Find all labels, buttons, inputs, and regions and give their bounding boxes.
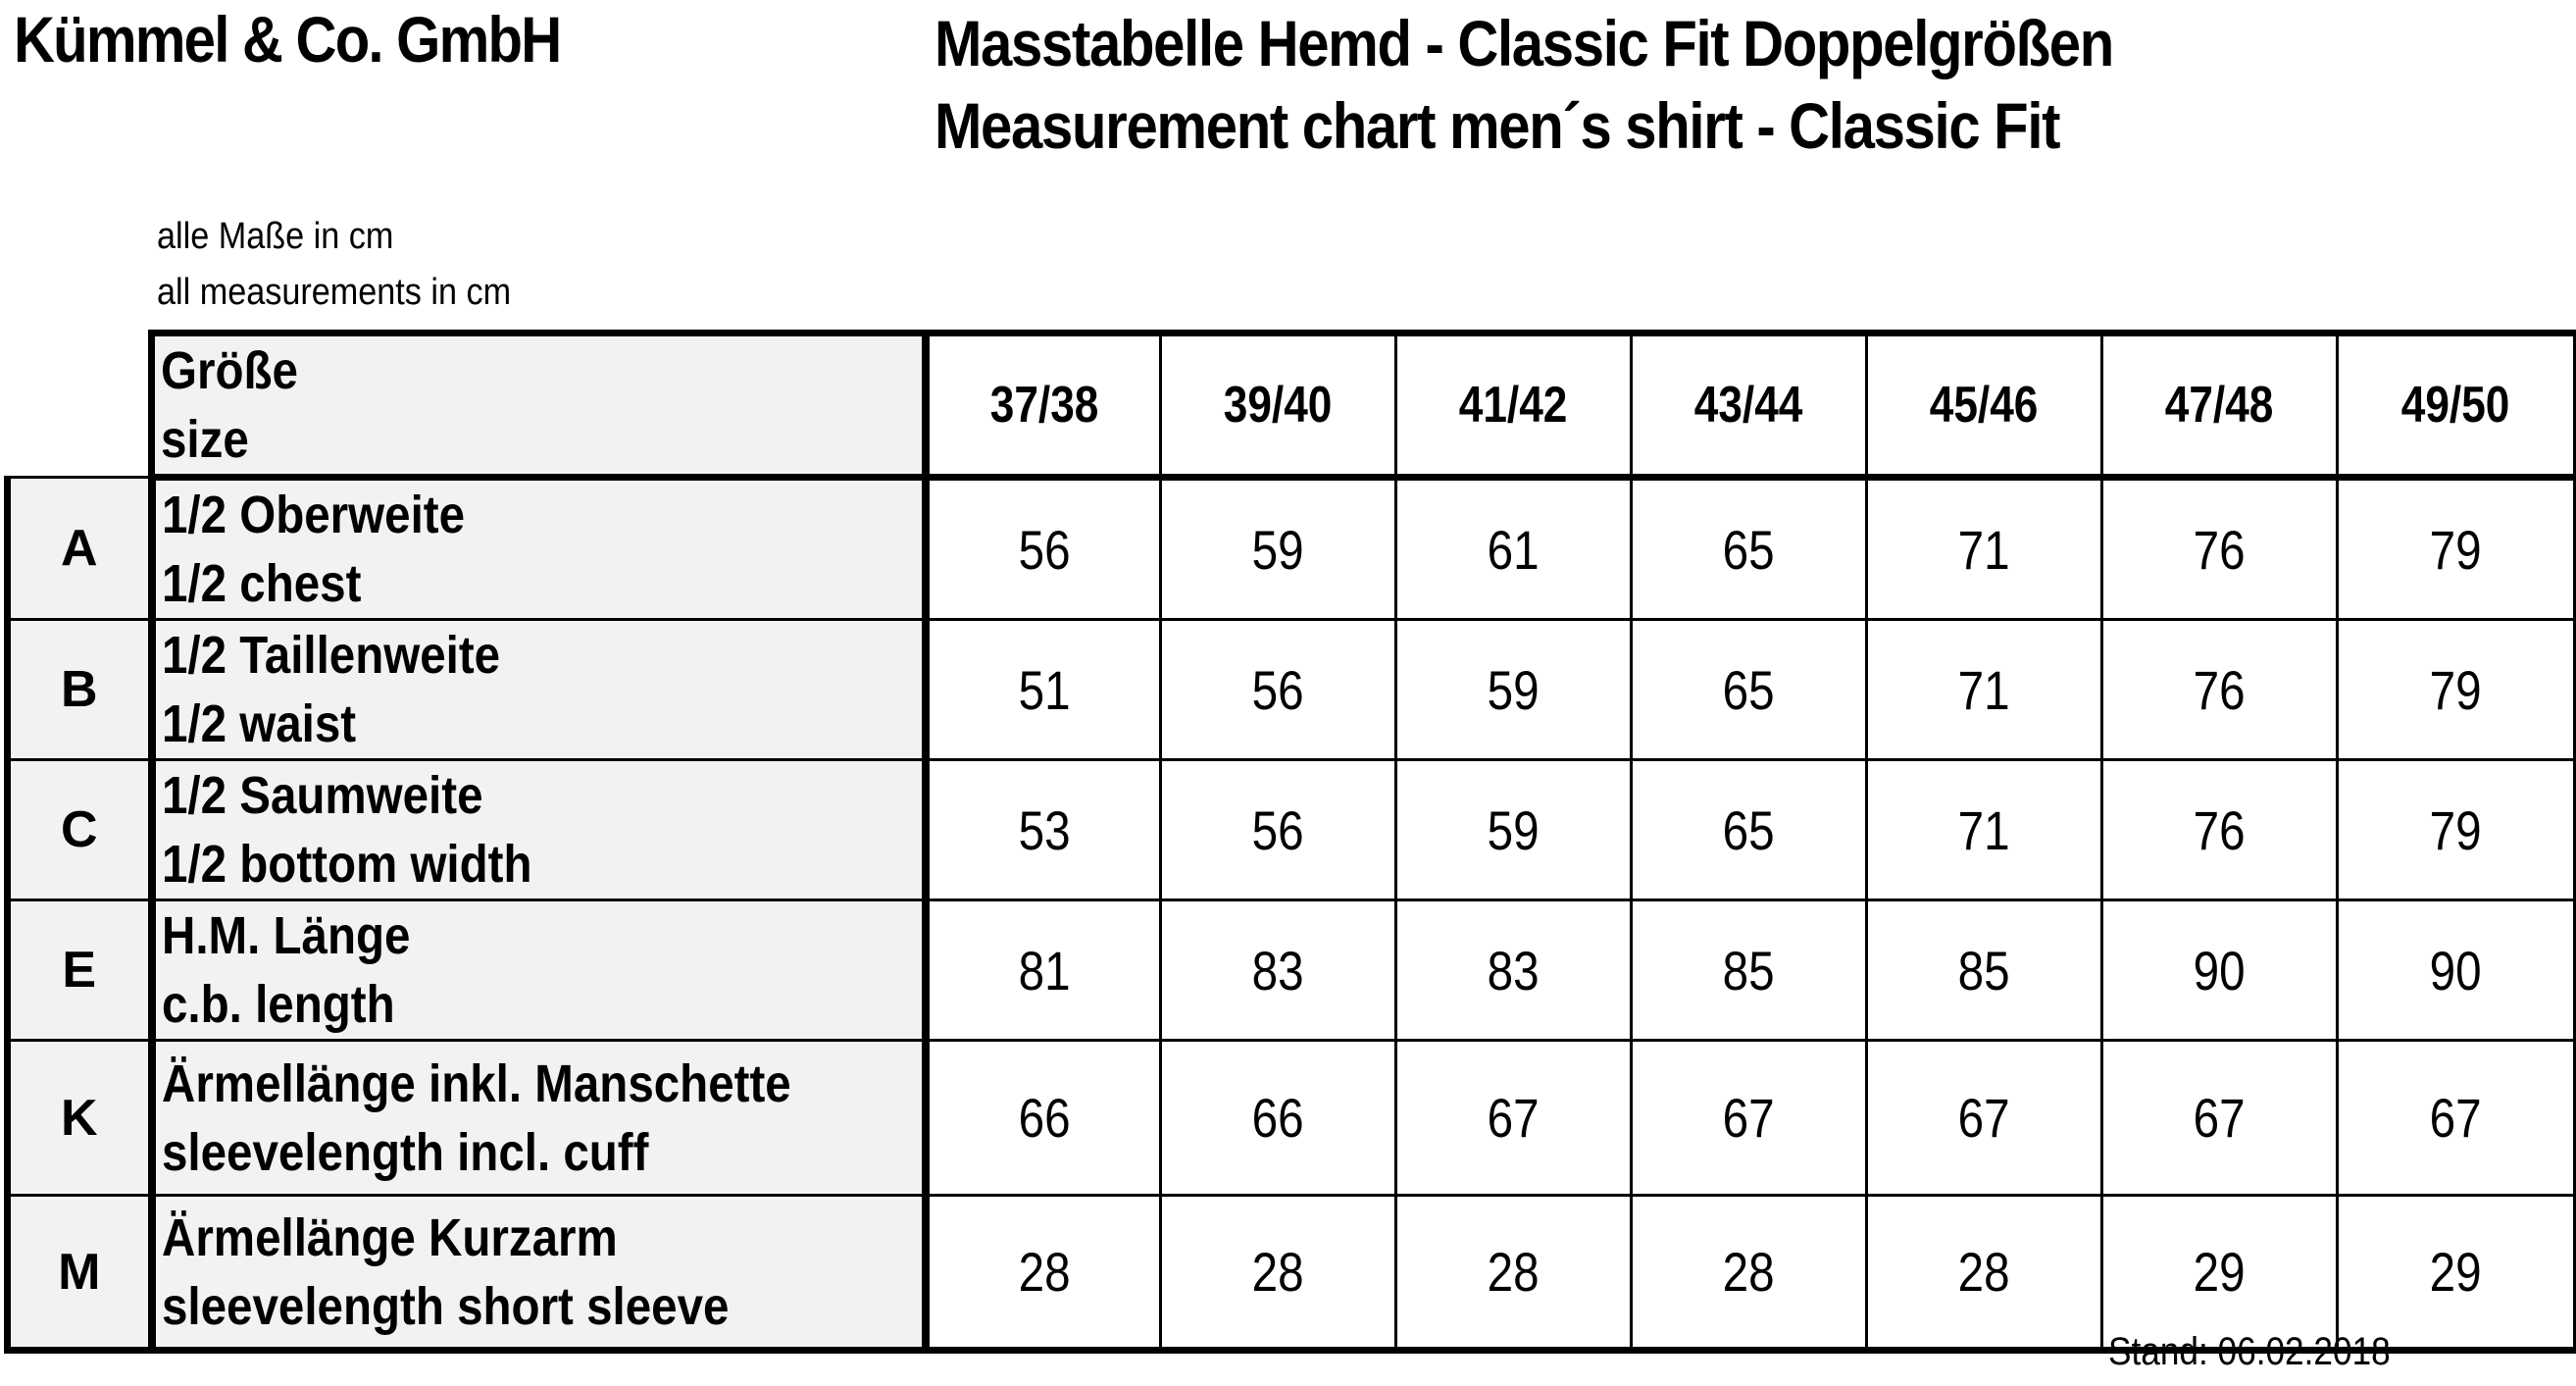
measurement-label-english: c.b. length xyxy=(161,975,395,1034)
units-note-german: alle Maße in cm xyxy=(157,216,394,257)
measurement-code: C xyxy=(8,760,152,900)
measurement-value: 28 xyxy=(1632,1196,1867,1351)
measurement-value: 67 xyxy=(2102,1041,2338,1196)
measurement-value: 66 xyxy=(926,1041,1161,1196)
measurement-value: 90 xyxy=(2102,900,2338,1041)
table-row xyxy=(8,620,2576,760)
measurement-value: 28 xyxy=(1161,1196,1396,1351)
company-name: Kümmel & Co. GmbH xyxy=(14,3,561,76)
measurement-label xyxy=(152,1196,926,1351)
table-row xyxy=(8,478,2576,620)
measurement-label-german: Ärmellänge Kurzarm xyxy=(161,1207,618,1267)
measurement-value: 29 xyxy=(2338,1196,2576,1351)
size-header: 49/50 xyxy=(2338,334,2576,478)
measurement-value: 67 xyxy=(2338,1041,2576,1196)
measurement-code: B xyxy=(8,620,152,760)
size-header: 47/48 xyxy=(2102,334,2338,478)
measurement-value: 67 xyxy=(1396,1041,1632,1196)
measurement-value: 67 xyxy=(1867,1041,2102,1196)
measurement-label-german: Ärmellänge inkl. Manschette xyxy=(161,1053,791,1113)
measurement-value: 65 xyxy=(1632,478,1867,620)
measurement-value: 65 xyxy=(1632,760,1867,900)
measurement-value: 71 xyxy=(1867,478,2102,620)
measurement-value: 83 xyxy=(1396,900,1632,1041)
measurement-code: K xyxy=(8,1041,152,1196)
measurement-label-english: 1/2 waist xyxy=(161,694,356,753)
table-row xyxy=(8,900,2576,1041)
size-header: 41/42 xyxy=(1396,334,1632,478)
size-header: 45/46 xyxy=(1867,334,2102,478)
measurement-code: M xyxy=(8,1196,152,1351)
measurement-value: 65 xyxy=(1632,620,1867,760)
measurement-value: 59 xyxy=(1396,760,1632,900)
measurement-value: 51 xyxy=(926,620,1161,760)
measurement-value: 79 xyxy=(2338,478,2576,620)
measurement-label xyxy=(152,1041,926,1196)
measurement-value: 71 xyxy=(1867,760,2102,900)
measurement-table xyxy=(4,330,2576,1354)
measurement-label-german: H.M. Länge xyxy=(161,906,410,965)
measurement-value: 76 xyxy=(2102,478,2338,620)
revision-date: Stand: 06.02.2018 xyxy=(2108,1330,2391,1373)
table-header-row xyxy=(8,334,2576,478)
measurement-value: 83 xyxy=(1161,900,1396,1041)
measurement-label xyxy=(152,760,926,900)
units-note xyxy=(157,209,511,321)
measurement-value: 59 xyxy=(1396,620,1632,760)
size-header: 43/44 xyxy=(1632,334,1867,478)
measurement-value: 56 xyxy=(1161,760,1396,900)
measurement-value: 71 xyxy=(1867,620,2102,760)
table-row xyxy=(8,1196,2576,1351)
title-english: Measurement chart men´s shirt - Classic Fit xyxy=(934,89,2060,162)
measurement-label xyxy=(152,478,926,620)
table-row xyxy=(8,1041,2576,1196)
measurement-label-english: sleevelength incl. cuff xyxy=(161,1122,648,1182)
measurement-value: 67 xyxy=(1632,1041,1867,1196)
measurement-label-german: 1/2 Saumweite xyxy=(161,766,483,825)
header-corner xyxy=(8,334,152,478)
measurement-label-english: sleevelength short sleeve xyxy=(161,1276,729,1336)
measurement-value: 85 xyxy=(1867,900,2102,1041)
measurement-value: 56 xyxy=(926,478,1161,620)
measurement-value: 76 xyxy=(2102,760,2338,900)
size-header: 37/38 xyxy=(926,334,1161,478)
size-label-english: size xyxy=(161,410,249,469)
measurement-value: 28 xyxy=(926,1196,1161,1351)
measurement-value: 90 xyxy=(2338,900,2576,1041)
table-row xyxy=(8,760,2576,900)
measurement-value: 59 xyxy=(1161,478,1396,620)
measurement-value: 79 xyxy=(2338,760,2576,900)
measurement-label-german: 1/2 Taillenweite xyxy=(161,626,500,685)
measurement-label xyxy=(152,900,926,1041)
size-header: 39/40 xyxy=(1161,334,1396,478)
measurement-value: 66 xyxy=(1161,1041,1396,1196)
units-note-english: all measurements in cm xyxy=(157,272,512,313)
measurement-value: 29 xyxy=(2102,1196,2338,1351)
measurement-label-english: 1/2 chest xyxy=(161,554,361,613)
measurement-code: A xyxy=(8,478,152,620)
measurement-code: E xyxy=(8,900,152,1041)
measurement-value: 79 xyxy=(2338,620,2576,760)
measurement-value: 56 xyxy=(1161,620,1396,760)
measurement-value: 76 xyxy=(2102,620,2338,760)
measurement-value: 28 xyxy=(1396,1196,1632,1351)
size-label-cell xyxy=(152,334,926,478)
measurement-label xyxy=(152,620,926,760)
title-german: Masstabelle Hemd - Classic Fit Doppelgrößen xyxy=(934,7,2113,79)
measurement-label-english: 1/2 bottom width xyxy=(161,835,531,894)
measurement-value: 28 xyxy=(1867,1196,2102,1351)
measurement-value: 53 xyxy=(926,760,1161,900)
measurement-label-german: 1/2 Oberweite xyxy=(161,486,465,544)
measurement-value: 85 xyxy=(1632,900,1867,1041)
measurement-value: 61 xyxy=(1396,478,1632,620)
size-label-german: Größe xyxy=(161,341,298,400)
page-title xyxy=(934,2,2113,167)
measurement-value: 81 xyxy=(926,900,1161,1041)
